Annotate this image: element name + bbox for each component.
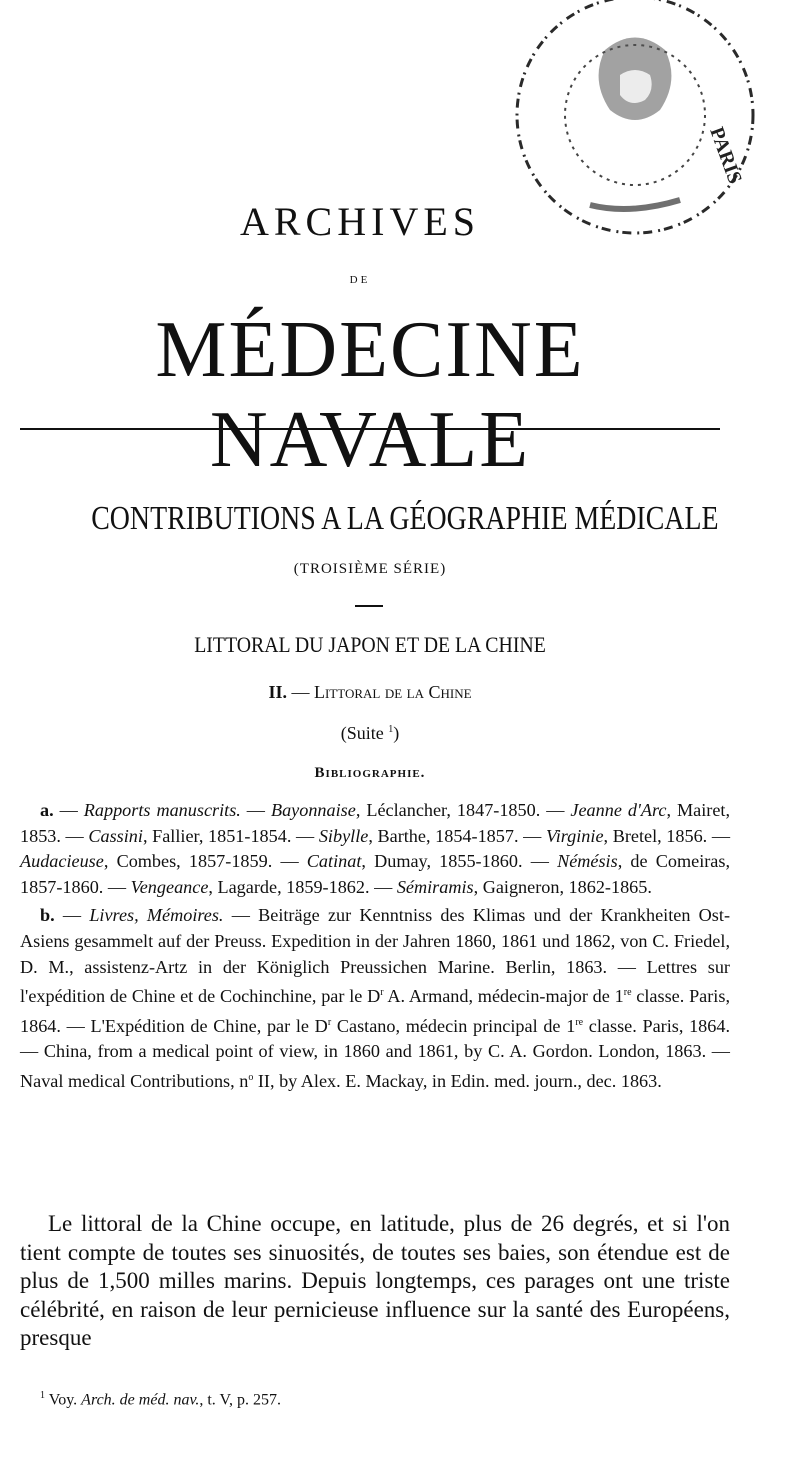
bibliography-b-text: A. Armand, médecin-major de 1 [383, 986, 624, 1007]
section-number: II. [268, 682, 287, 702]
bibliography-b-text: classe. Paris, 1864. — China, from a medical point of view, in 1860 and 1861, by C. A. Gordon. London, 1863. — Naval medical Contributions, n [20, 1015, 730, 1092]
ship-name: Jeanne d'Arc [570, 800, 667, 820]
ship-name: Vengeance [130, 876, 209, 897]
ship-name: Némésis [557, 851, 618, 872]
footnote-voy: Voy. [48, 1391, 78, 1409]
section-dash [355, 605, 383, 607]
ship-details: , Lagarde, 1859-1862. [208, 876, 370, 897]
ship-name: Sibylle [318, 825, 369, 846]
title-rule [20, 428, 720, 430]
suite-note [0, 723, 740, 744]
bibliography-b-text: II, by Alex. E. Mackay, in Edin. med. journ., dec. 1863. [253, 1071, 662, 1092]
article-title: CONTRIBUTIONS A LA GÉOGRAPHIE MÉDICALE [91, 500, 719, 537]
footnote-rest: , t. V, p. 257. [199, 1391, 282, 1409]
bibliography-b-label: b. [40, 905, 55, 926]
journal-title-line1: ARCHIVES [239, 199, 481, 244]
ship-details: , Combes, 1857-1859. [103, 851, 273, 872]
footnote-number: 1 [40, 1390, 45, 1401]
bibliography-a-kind: Rapports manuscrits. [83, 800, 241, 820]
article-series: (TROISIÈME SÉRIE) [293, 561, 447, 577]
superscript: re [575, 1016, 584, 1028]
journal-title-line2: MÉDECINE NAVALE [155, 306, 585, 484]
body-text [20, 1210, 730, 1353]
ship-name: Bayonnaise [270, 800, 356, 820]
bibliography-b-text: classe. Paris, 1864. — L'Expédition de Chine, par le D [20, 986, 730, 1036]
suite-close: ) [393, 723, 400, 743]
ship-details: , Léclancher, 1847-1850. [355, 800, 541, 820]
bibliography-b-kind: Livres, Mémoires. [89, 905, 224, 926]
suite-footnote-ref: 1 [388, 724, 394, 735]
ship-details: , de Comeiras, 1857-1860. [20, 851, 730, 897]
suite-text: (Suite [340, 723, 384, 743]
bibliography-b: b. — Livres, Mémoires. — Beiträge zur Kenntniss des Klimas und der Krankheiten Ost-Asiens gesammelt auf der Preuss. Expedition in der Jahren 1860, 1861 und 1862, von C. Friedel, D. M., assistenz-Artz in der Königlich Preussichen Marine. Berlin, 1863. — Lettres sur l'expédition de Chine et de Cochinchine, par le $D^r$ A. Armand, médecin-major de 1re classe. Paris, 1864. — L'Expédition de Chine, par le $D^r$ Castano, médecin principal de 1re classe. Paris, 1864. — China, from a medical point of view, in 1860 and 1861, by C. A. Gordon. London, 1863. — Naval medical Contributions, $n^o$ II, by Alex. E. Mackay, in Edin. med. journ., dec. 1863. [20, 905, 730, 1092]
superscript: re [623, 987, 632, 999]
ship-details: , Barthe, 1854-1857. [368, 825, 519, 846]
ship-name: Virginie [545, 825, 604, 846]
body-paragraph: Le littoral de la Chine occupe, en latitude, plus de 26 degrés, et si l'on tient compte de toutes ses sinuosités, de toutes ses baies, son étendue est de plus de 1,500 milles marins. Depuis longtemps, ces parages ont une triste célébrité, en raison de leur pernicieuse influence sur la santé des Européens, presque [20, 1211, 730, 1350]
superscript: r [380, 987, 384, 999]
article-subtitle: LITTORAL DU JAPON ET DE LA CHINE [194, 632, 546, 657]
ship-details: , Bretel, 1856. [603, 825, 708, 846]
ship-name: Catinat [306, 851, 362, 872]
ship-name: Cassini [88, 825, 143, 846]
bibliography-heading: Bibliographie. [314, 765, 426, 781]
superscript: o [248, 1072, 254, 1084]
journal-title-de: DE [349, 274, 371, 286]
section-title: — Littoral de la Chine [291, 682, 472, 702]
ship-details: , Gaigneron, 1862-1865. [473, 876, 652, 897]
ship-details: , Fallier, 1851-1854. [142, 825, 292, 846]
footnote-reference: Arch. de méd. nav. [81, 1391, 200, 1409]
footnote [40, 1390, 730, 1409]
ship-name: Audacieuse [20, 851, 104, 872]
ship-details: , Mairet, 1853. [20, 800, 730, 846]
superscript: r [327, 1016, 332, 1028]
bibliography [20, 798, 730, 1098]
bibliography-b-text: Castano, médecin principal de 1 [331, 1015, 576, 1036]
ship-details: , Dumay, 1855-1860. [361, 851, 523, 872]
bibliography-a: a. — Rapports manuscrits. — Bayonnaise, Léclancher, 1847-1850. — Jeanne d'Arc, Mairet, 1853. — Cassini, Fallier, 1851-1854. — Sibylle, Barthe, 1854-1857. — Virginie, Bretel, 1856. — Audacieuse, Combes, 1857-1859. — Catinat, Dumay, 1855-1860. — Némésis, de Comeiras, 1857-1860. — Vengeance, Lagarde, 1859-1862. — Sémiramis, Gaigneron, 1862-1865. [20, 800, 731, 897]
bibliography-b-text: Beiträge zur Kenntniss des Klimas und der Krankheiten Ost-Asiens gesammelt auf der Preuss. Expedition in der Jahren 1860, 1861 und 1862, von C. Friedel, D. M., assistenz-Artz in der Königlich Preussichen Marine. Berlin, 1863. — Lettres sur l'expédition de Chine et de Cochinchine, par le D [20, 905, 730, 1007]
svg-text:PARIS: PARIS [705, 124, 746, 187]
section-heading [0, 682, 740, 703]
bibliography-a-label: a. [40, 800, 54, 820]
ship-name: Sémiramis [396, 876, 474, 897]
